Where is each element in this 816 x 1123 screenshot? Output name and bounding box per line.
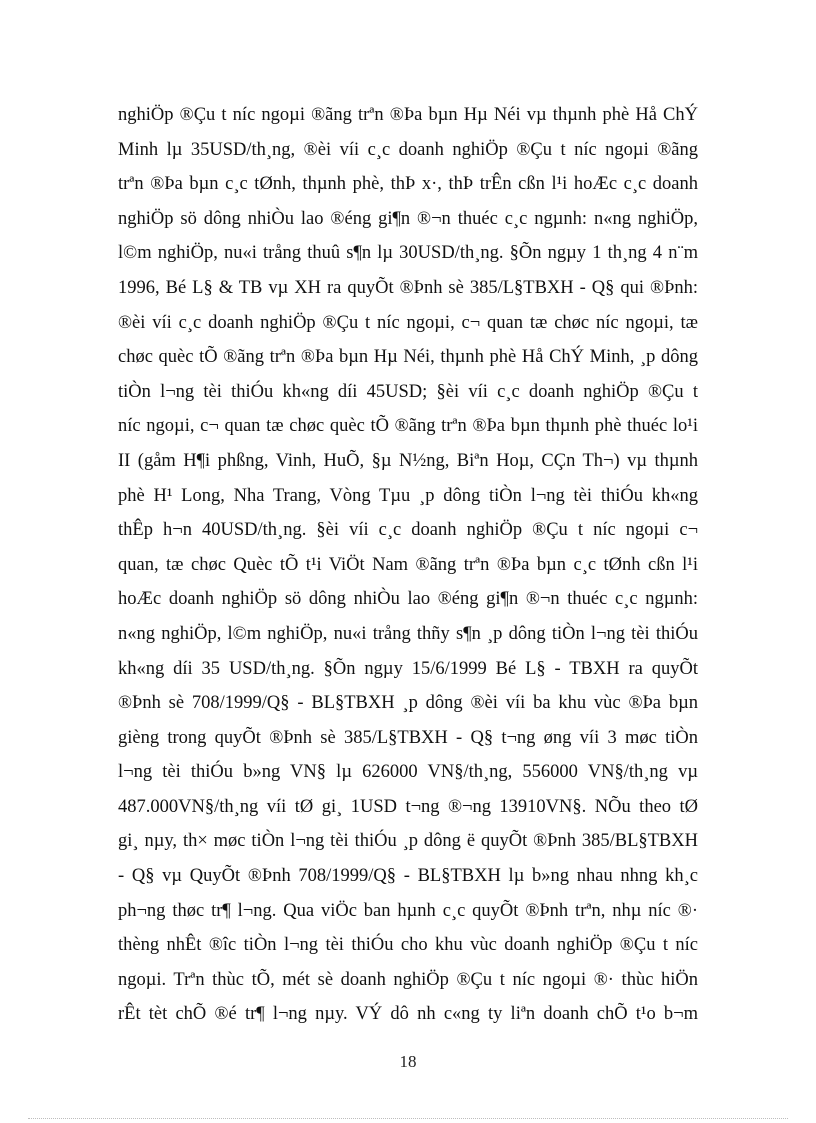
text-line: l©m nghiÖp, nu«i trång thuû s¶n lµ 30USD/th¸ng. §Õn ngµy 1 th¸ng 4 n¨m: [118, 243, 698, 264]
text-line: - Q§ vµ QuyÕt ®Þnh 708/1999/Q§ - BL§TBXH lµ b»ng nhau nhng kh¸c: [118, 866, 698, 887]
text-line: hoÆc doanh nghiÖp sö dông nhiÒu lao ®éng gi¶n ®¬n thuéc c¸c ngµnh:: [118, 589, 698, 610]
text-line: phè H¹ Long, Nha Trang, Vòng Tµu ¸p dông tiÒn l¬ng tèi thiÓu kh«ng: [118, 485, 698, 506]
text-line: gièng trong quyÕt ®Þnh sè 385/L§TBXH - Q§ t¬ng øng víi 3 møc tiÒn: [118, 727, 698, 748]
page-number: 18: [399, 1052, 417, 1071]
text-line: 1996, Bé L§ & TB vµ XH ra quyÕt ®Þnh sè 385/L§TBXH - Q§ qui ®Þnh:: [118, 277, 698, 298]
text-line: ®èi víi c¸c doanh nghiÖp ®Çu t níc ngoµi, c¬ quan tæ chøc níc ngoµi, tæ: [118, 312, 698, 333]
text-line: nghiÖp ®Çu t níc ngoµi ®ãng trªn ®Þa bµn Hµ Néi vµ thµnh phè Hå ChÝ: [118, 105, 698, 125]
text-line: rÊt tèt chÕ ®é tr¶ l¬ng nµy. VÝ dô nh c«ng ty liªn doanh chÕ t¹o b¬m: [118, 1004, 698, 1025]
text-line: kh«ng díi 35 USD/th¸ng. §Õn ngµy 15/6/1999 Bé L§ - TBXH ra quyÕt: [118, 658, 698, 679]
body-text: [118, 98, 698, 1032]
text-line: II (gåm H¶i phßng, Vinh, HuÕ, §µ N½ng, Biªn Hoµ, CÇn Th¬) vµ thµnh: [118, 450, 698, 471]
text-line: ngoµi. Trªn thùc tÕ, mét sè doanh nghiÖp ®Çu t níc ngoµi ®· thùc hiÖn: [118, 969, 698, 990]
text-line: níc ngoµi, c¬ quan tæ chøc quèc tÕ ®ãng trªn ®Þa bµn thµnh phè thuéc lo¹i: [118, 416, 698, 437]
text-line: chøc quèc tÕ ®ãng trªn ®Þa bµn Hµ Néi, thµnh phè Hå ChÝ Minh, ¸p dông: [118, 347, 698, 368]
text-line: l¬ng tèi thiÓu b»ng VN§ lµ 626000 VN§/th¸ng, 556000 VN§/th¸ng vµ: [118, 762, 698, 783]
text-line: gi¸ nµy, th× møc tiÒn l¬ng tèi thiÓu ¸p dông ë quyÕt ®Þnh 385/BL§TBXH: [118, 831, 698, 852]
text-line: tiÒn l¬ng tèi thiÓu kh«ng díi 45USD; §èi víi c¸c doanh nghiÖp ®Çu t: [118, 381, 698, 402]
text-line: thèng nhÊt ®îc tiÒn l¬ng tèi thiÓu cho khu vùc doanh nghiÖp ®Çu t níc: [118, 935, 698, 956]
text-line: ph¬ng thøc tr¶ l¬ng. Qua viÖc ban hµnh c¸c quyÕt ®Þnh trªn, nhµ níc ®·: [118, 900, 698, 921]
text-line: nghiÖp sö dông nhiÒu lao ®éng gi¶n ®¬n thuéc c¸c ngµnh: n«ng nghiÖp,: [118, 208, 698, 229]
text-line: thÊp h¬n 40USD/th¸ng. §èi víi c¸c doanh nghiÖp ®Çu t níc ngoµi c¬: [118, 520, 698, 541]
text-line: trªn ®Þa bµn c¸c tØnh, thµnh phè, thÞ x·, thÞ trÊn cßn l¹i hoÆc c¸c doanh: [118, 174, 698, 195]
text-line: ®Þnh sè 708/1999/Q§ - BL§TBXH ¸p dông ®èi víi ba khu vùc ®Þa bµn: [118, 693, 698, 714]
text-line: 487.000VN§/th¸ng víi tØ gi¸ 1USD t¬ng ®¬ng 13910VN§. NÕu theo tØ: [118, 796, 698, 817]
bottom-divider: [28, 1118, 788, 1119]
text-line: n«ng nghiÖp, l©m nghiÖp, nu«i trång thñy s¶n ¸p dông tiÒn l¬ng tèi thiÓu: [118, 623, 698, 644]
text-line: Minh lµ 35USD/th¸ng, ®èi víi c¸c doanh nghiÖp ®Çu t níc ngoµi ®ãng: [118, 139, 698, 160]
text-line: quan, tæ chøc Quèc tÕ t¹i ViÖt Nam ®ãng trªn ®Þa bµn c¸c tØnh cßn l¹i: [118, 554, 698, 575]
